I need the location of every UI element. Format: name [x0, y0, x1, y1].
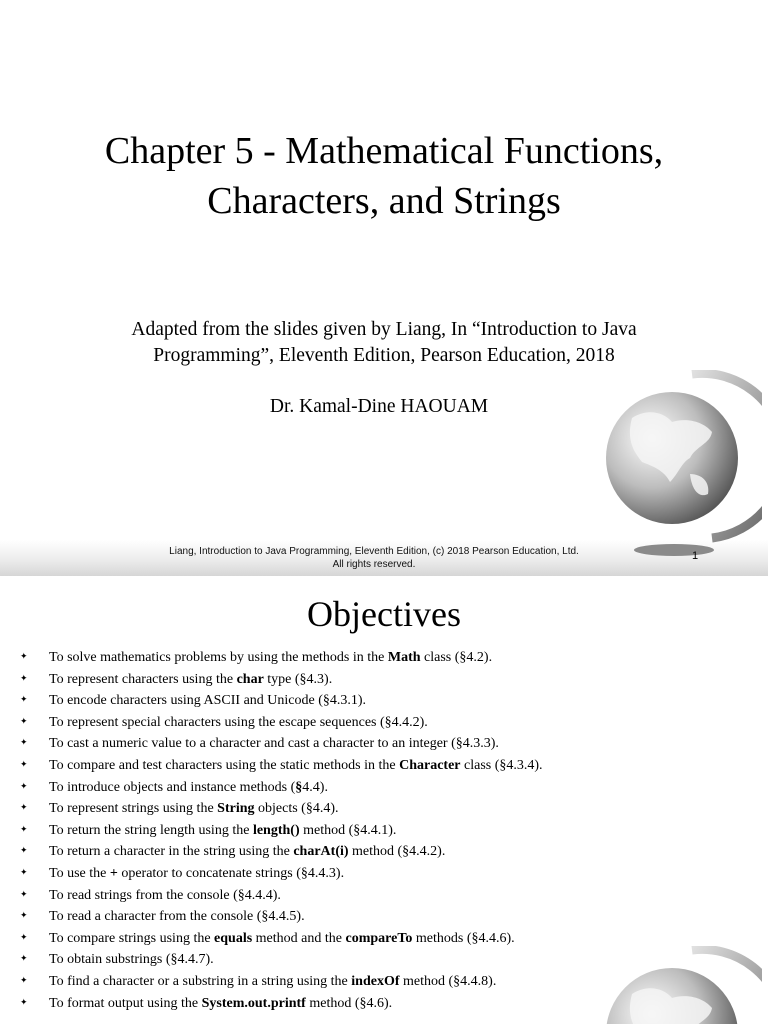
diamond-bullet-icon: ✦	[20, 803, 28, 814]
objective-text: method (§4.4.1).	[299, 822, 397, 838]
objective-text: To return the string length using the	[49, 822, 253, 838]
slide-subtitle	[0, 317, 768, 369]
subtitle-line: Adapted from the slides given by Liang, In “Introduction to Java	[131, 319, 637, 340]
objective-keyword: String	[217, 801, 255, 817]
objective-keyword: System.out.printf	[201, 995, 306, 1011]
objective-item	[0, 798, 543, 820]
objective-text: To represent characters using the	[49, 671, 237, 687]
objective-text: To compare strings using the	[49, 930, 215, 946]
objective-item	[0, 733, 543, 755]
objective-keyword: char	[236, 671, 264, 687]
objective-keyword: indexOf	[351, 973, 400, 989]
objective-keyword: equals	[214, 930, 253, 946]
objective-text: To solve mathematics problems by using the methods in the	[49, 650, 388, 665]
footer-line: Liang, Introduction to Java Programming, Eleventh Edition, (c) 2018 Pearson Education, Ltd.	[169, 546, 579, 557]
diamond-bullet-icon: ✦	[20, 889, 28, 900]
page-number: 1	[692, 550, 699, 562]
diamond-bullet-icon: ✦	[20, 695, 28, 706]
objective-text: To cast a numeric value to a character and cast a character to an integer (§4.3.3).	[49, 736, 499, 752]
globe-icon	[592, 946, 762, 1024]
diamond-bullet-icon: ✦	[20, 652, 28, 662]
objective-text: methods (§4.4.6).	[412, 930, 515, 946]
objective-text: method (§4.6).	[305, 995, 393, 1011]
objective-item	[0, 690, 543, 712]
objective-text: method (§4.4.8).	[399, 973, 497, 989]
diamond-bullet-icon: ✦	[20, 911, 28, 922]
objective-text: objects (§4.4).	[254, 801, 339, 817]
objective-item	[0, 777, 543, 799]
objective-item	[0, 820, 543, 842]
objective-text: type (§4.3).	[263, 671, 333, 687]
objective-item	[0, 712, 543, 734]
author-name: Dr. Kamal-Dine HAOUAM	[269, 396, 489, 417]
objective-keyword: +	[109, 865, 118, 881]
footer-line: All rights reserved.	[332, 559, 416, 570]
copyright-footer	[130, 545, 618, 571]
subtitle-line: Programming”, Eleventh Edition, Pearson Education, 2018	[153, 345, 615, 366]
diamond-bullet-icon: ✦	[20, 781, 28, 792]
objective-text: To represent strings using the	[49, 801, 218, 817]
title-line: Characters, and Strings	[207, 180, 561, 222]
objective-item	[0, 993, 543, 1015]
objective-item	[0, 885, 543, 907]
objective-text: To use the	[49, 865, 110, 881]
objective-text: To read a character from the console (§4.4.5).	[49, 909, 305, 925]
globe-icon	[592, 370, 762, 560]
objective-keyword: charAt(i)	[293, 844, 349, 860]
objective-text: 4.4).	[302, 779, 328, 795]
objective-text: To read strings from the console (§4.4.4).	[49, 887, 281, 903]
diamond-bullet-icon: ✦	[20, 846, 28, 857]
objectives-list	[0, 647, 543, 1014]
objective-keyword: compareTo	[345, 930, 413, 946]
diamond-bullet-icon: ✦	[20, 975, 28, 986]
diamond-bullet-icon: ✦	[20, 738, 28, 749]
objective-text: To obtain substrings (§4.4.7).	[49, 952, 214, 968]
objective-text: To introduce objects and instance methods (	[49, 779, 296, 795]
diamond-bullet-icon: ✦	[20, 954, 28, 965]
objective-item	[0, 863, 543, 885]
objective-item	[0, 755, 543, 777]
diamond-bullet-icon: ✦	[20, 759, 28, 770]
diamond-bullet-icon: ✦	[20, 716, 28, 727]
title-line: Chapter 5 - Mathematical Functions,	[104, 130, 664, 172]
diamond-bullet-icon: ✦	[20, 997, 28, 1008]
objective-text: class (§4.2).	[420, 650, 493, 665]
objective-item	[0, 971, 543, 993]
objective-text: class (§4.3.4).	[460, 757, 543, 773]
objective-item	[0, 949, 543, 971]
objective-text: To return a character in the string using the	[49, 844, 294, 860]
diamond-bullet-icon: ✦	[20, 824, 28, 835]
objectives-title: Objectives	[307, 594, 461, 634]
objective-text: method (§4.4.2).	[348, 844, 446, 860]
objective-text: operator to concatenate strings (§4.4.3).	[117, 865, 345, 881]
diamond-bullet-icon: ✦	[20, 673, 28, 684]
objective-keyword: length()	[252, 822, 300, 838]
objective-text: To compare and test characters using the static methods in the	[49, 757, 400, 773]
objective-keyword: Character	[399, 757, 461, 773]
slide-title	[0, 126, 768, 226]
diamond-bullet-icon: ✦	[20, 867, 28, 878]
objective-item	[0, 906, 543, 928]
objective-text: To find a character or a substring in a string using the	[49, 973, 352, 989]
objective-text: To format output using the	[49, 995, 202, 1011]
objective-text: To represent special characters using the escape sequences (§4.4.2).	[49, 714, 428, 730]
objective-item	[0, 647, 543, 669]
diamond-bullet-icon: ✦	[20, 932, 28, 943]
objective-text: To encode characters using ASCII and Unicode (§4.3.1).	[49, 693, 367, 709]
objective-keyword: §	[295, 779, 303, 795]
objectives-slide	[0, 576, 768, 1024]
objective-text: method and the	[252, 930, 346, 946]
objective-item	[0, 928, 543, 950]
objective-item	[0, 669, 543, 691]
objective-item	[0, 841, 543, 863]
objective-keyword: Math	[387, 650, 421, 665]
